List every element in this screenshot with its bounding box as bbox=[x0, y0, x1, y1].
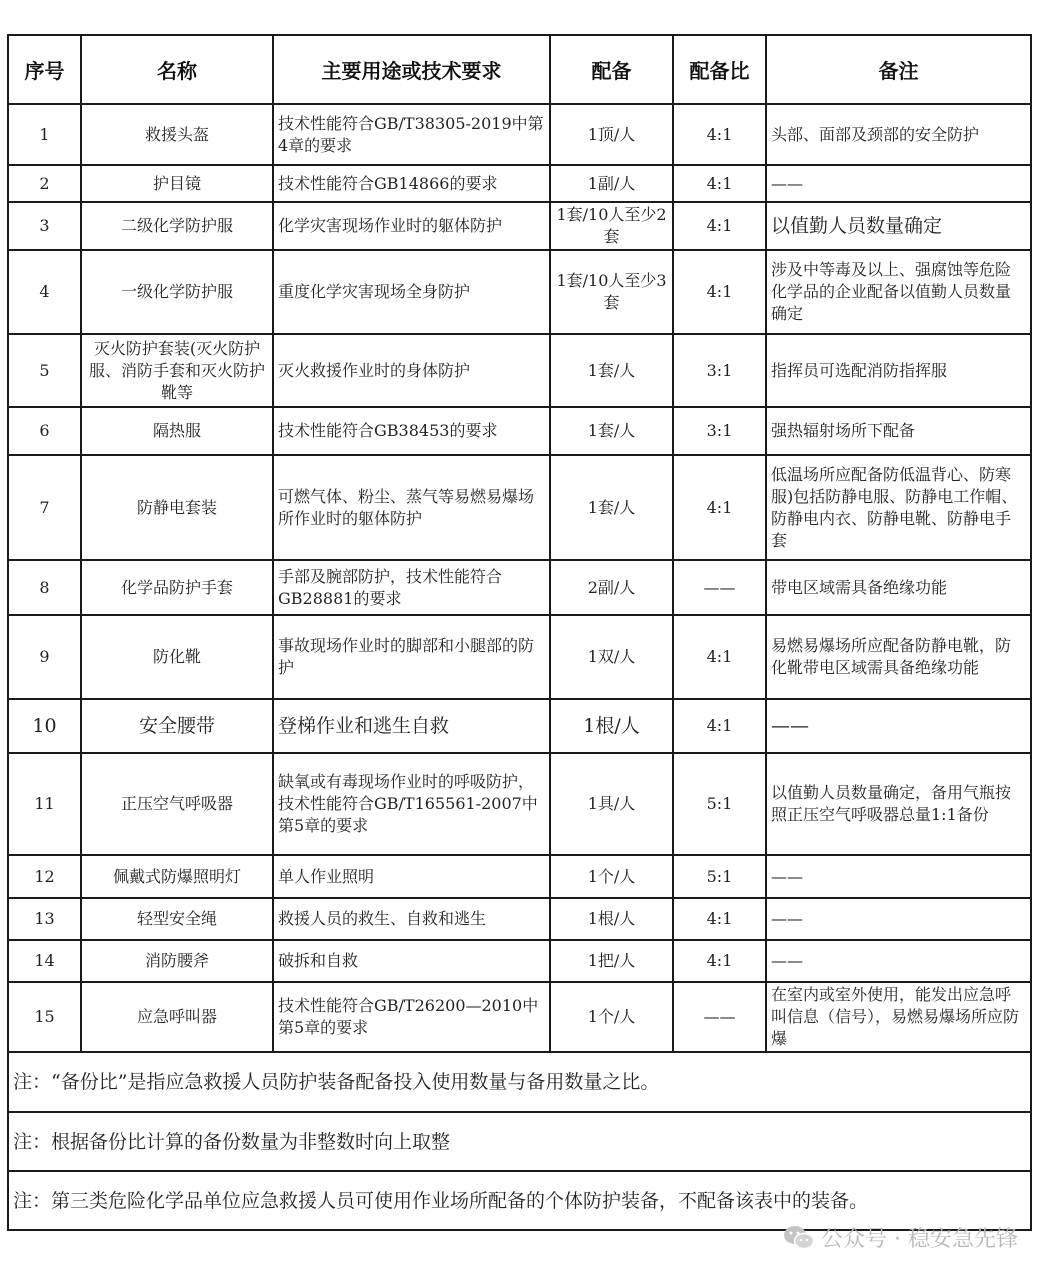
table-row bbox=[8, 250, 1031, 334]
note-text: 注：“备份比”是指应急救援人员防护装备配备投入使用数量与备用数量之比。 bbox=[8, 1052, 1031, 1112]
table-row bbox=[8, 615, 1031, 699]
cell-equip: 1套/人 bbox=[550, 334, 673, 407]
cell-note: 指挥员可选配消防指挥服 bbox=[766, 334, 1031, 407]
cell-equip: 2副/人 bbox=[550, 560, 673, 615]
cell-name: 防静电套装 bbox=[81, 455, 273, 560]
cell-ratio: 4:1 bbox=[673, 104, 766, 165]
note-row bbox=[8, 1052, 1031, 1112]
cell-ratio: 5:1 bbox=[673, 753, 766, 855]
cell-ratio: 4:1 bbox=[673, 898, 766, 940]
note-text: 注：第三类危险化学品单位应急救援人员可使用作业场所配备的个体防护装备，不配备该表中的装备。 bbox=[8, 1171, 1031, 1230]
cell-name: 化学品防护手套 bbox=[81, 560, 273, 615]
cell-no: 9 bbox=[8, 615, 81, 699]
cell-ratio: 4:1 bbox=[673, 940, 766, 982]
cell-no: 15 bbox=[8, 982, 81, 1052]
note-text: 注：根据备份比计算的备份数量为非整数时向上取整 bbox=[8, 1112, 1031, 1171]
cell-equip: 1个/人 bbox=[550, 982, 673, 1052]
cell-name: 灭火防护套装(灭火防护服、消防手套和灭火防护靴等 bbox=[81, 334, 273, 407]
cell-note: 在室内或室外使用，能发出应急呼叫信息（信号），易燃易爆场所应防爆 bbox=[766, 982, 1031, 1052]
cell-name: 救援头盔 bbox=[81, 104, 273, 165]
cell-ratio: 3:1 bbox=[673, 334, 766, 407]
cell-use: 手部及腕部防护，技术性能符合GB28881的要求 bbox=[273, 560, 550, 615]
table-row bbox=[8, 334, 1031, 407]
cell-ratio: 4:1 bbox=[673, 250, 766, 334]
table-row bbox=[8, 699, 1031, 753]
table-row bbox=[8, 104, 1031, 165]
table-row bbox=[8, 982, 1031, 1052]
cell-equip: 1根/人 bbox=[550, 898, 673, 940]
cell-use: 事故现场作业时的脚部和小腿部的防护 bbox=[273, 615, 550, 699]
cell-ratio: —— bbox=[673, 982, 766, 1052]
cell-name: 安全腰带 bbox=[81, 699, 273, 753]
cell-use: 灭火救援作业时的身体防护 bbox=[273, 334, 550, 407]
cell-note: 低温场所应配备防低温背心、防寒服)包括防静电服、防静电工作帽、防静电内衣、防静电靴、防静电手套 bbox=[766, 455, 1031, 560]
cell-name: 护目镜 bbox=[81, 165, 273, 202]
header-ratio: 配备比 bbox=[673, 35, 766, 104]
watermark-text: 公众号 · 稳安急先锋 bbox=[821, 1227, 1018, 1252]
table-row bbox=[8, 753, 1031, 855]
header-no: 序号 bbox=[8, 35, 81, 104]
cell-note: —— bbox=[766, 699, 1031, 753]
cell-use: 技术性能符合GB38453的要求 bbox=[273, 407, 550, 455]
cell-use: 重度化学灾害现场全身防护 bbox=[273, 250, 550, 334]
table-row bbox=[8, 455, 1031, 560]
cell-equip: 1把/人 bbox=[550, 940, 673, 982]
watermark bbox=[783, 1222, 1018, 1253]
cell-name: 一级化学防护服 bbox=[81, 250, 273, 334]
cell-equip: 1套/人 bbox=[550, 455, 673, 560]
cell-note: —— bbox=[766, 165, 1031, 202]
cell-equip: 1套/10人至少2套 bbox=[550, 202, 673, 250]
cell-no: 7 bbox=[8, 455, 81, 560]
equipment-table bbox=[7, 34, 1032, 1231]
cell-note: 以值勤人员数量确定，备用气瓶按照正压空气呼吸器总量1:1备份 bbox=[766, 753, 1031, 855]
cell-no: 3 bbox=[8, 202, 81, 250]
cell-name: 佩戴式防爆照明灯 bbox=[81, 855, 273, 898]
header-row bbox=[8, 35, 1031, 104]
note-row bbox=[8, 1112, 1031, 1171]
cell-ratio: 3:1 bbox=[673, 407, 766, 455]
cell-name: 轻型安全绳 bbox=[81, 898, 273, 940]
cell-no: 5 bbox=[8, 334, 81, 407]
cell-use: 单人作业照明 bbox=[273, 855, 550, 898]
cell-no: 2 bbox=[8, 165, 81, 202]
cell-no: 4 bbox=[8, 250, 81, 334]
cell-equip: 1个/人 bbox=[550, 855, 673, 898]
cell-use: 破拆和自救 bbox=[273, 940, 550, 982]
cell-ratio: 4:1 bbox=[673, 615, 766, 699]
cell-equip: 1顶/人 bbox=[550, 104, 673, 165]
cell-equip: 1套/人 bbox=[550, 407, 673, 455]
cell-ratio: 4:1 bbox=[673, 202, 766, 250]
cell-equip: 1套/10人至少3套 bbox=[550, 250, 673, 334]
header-use: 主要用途或技术要求 bbox=[273, 35, 550, 104]
cell-use: 技术性能符合GB14866的要求 bbox=[273, 165, 550, 202]
cell-ratio: —— bbox=[673, 560, 766, 615]
cell-no: 8 bbox=[8, 560, 81, 615]
table-row bbox=[8, 898, 1031, 940]
cell-ratio: 4:1 bbox=[673, 455, 766, 560]
header-name: 名称 bbox=[81, 35, 273, 104]
cell-note: 涉及中等毒及以上、强腐蚀等危险化学品的企业配备以值勤人员数量确定 bbox=[766, 250, 1031, 334]
cell-no: 13 bbox=[8, 898, 81, 940]
cell-no: 10 bbox=[8, 699, 81, 753]
cell-note: 易燃易爆场所应配备防静电靴，防化靴带电区域需具备绝缘功能 bbox=[766, 615, 1031, 699]
cell-equip: 1双/人 bbox=[550, 615, 673, 699]
table-row bbox=[8, 940, 1031, 982]
cell-note: —— bbox=[766, 940, 1031, 982]
cell-name: 应急呼叫器 bbox=[81, 982, 273, 1052]
cell-name: 防化靴 bbox=[81, 615, 273, 699]
cell-note: —— bbox=[766, 898, 1031, 940]
cell-use: 可燃气体、粉尘、蒸气等易燃易爆场所作业时的躯体防护 bbox=[273, 455, 550, 560]
cell-equip: 1副/人 bbox=[550, 165, 673, 202]
cell-use: 救援人员的救生、自救和逃生 bbox=[273, 898, 550, 940]
cell-name: 正压空气呼吸器 bbox=[81, 753, 273, 855]
cell-no: 1 bbox=[8, 104, 81, 165]
table-row bbox=[8, 855, 1031, 898]
cell-name: 隔热服 bbox=[81, 407, 273, 455]
cell-note: 头部、面部及颈部的安全防护 bbox=[766, 104, 1031, 165]
table-row bbox=[8, 202, 1031, 250]
table-row bbox=[8, 560, 1031, 615]
cell-use: 化学灾害现场作业时的躯体防护 bbox=[273, 202, 550, 250]
cell-note: 强热辐射场所下配备 bbox=[766, 407, 1031, 455]
cell-use: 技术性能符合GB/T38305-2019中第4章的要求 bbox=[273, 104, 550, 165]
wechat-icon bbox=[783, 1225, 815, 1251]
cell-equip: 1具/人 bbox=[550, 753, 673, 855]
cell-no: 12 bbox=[8, 855, 81, 898]
cell-no: 14 bbox=[8, 940, 81, 982]
table-row bbox=[8, 407, 1031, 455]
cell-use: 登梯作业和逃生自救 bbox=[273, 699, 550, 753]
header-note: 备注 bbox=[766, 35, 1031, 104]
cell-use: 技术性能符合GB/T26200—2010中第5章的要求 bbox=[273, 982, 550, 1052]
cell-ratio: 4:1 bbox=[673, 699, 766, 753]
cell-ratio: 4:1 bbox=[673, 165, 766, 202]
cell-no: 6 bbox=[8, 407, 81, 455]
header-equip: 配备 bbox=[550, 35, 673, 104]
cell-no: 11 bbox=[8, 753, 81, 855]
cell-use: 缺氧或有毒现场作业时的呼吸防护，技术性能符合GB/T165561-2007中第5章的要求 bbox=[273, 753, 550, 855]
cell-note: 以值勤人员数量确定 bbox=[766, 202, 1031, 250]
cell-name: 二级化学防护服 bbox=[81, 202, 273, 250]
cell-name: 消防腰斧 bbox=[81, 940, 273, 982]
cell-note: 带电区域需具备绝缘功能 bbox=[766, 560, 1031, 615]
cell-note: —— bbox=[766, 855, 1031, 898]
table-row bbox=[8, 165, 1031, 202]
cell-ratio: 5:1 bbox=[673, 855, 766, 898]
cell-equip: 1根/人 bbox=[550, 699, 673, 753]
